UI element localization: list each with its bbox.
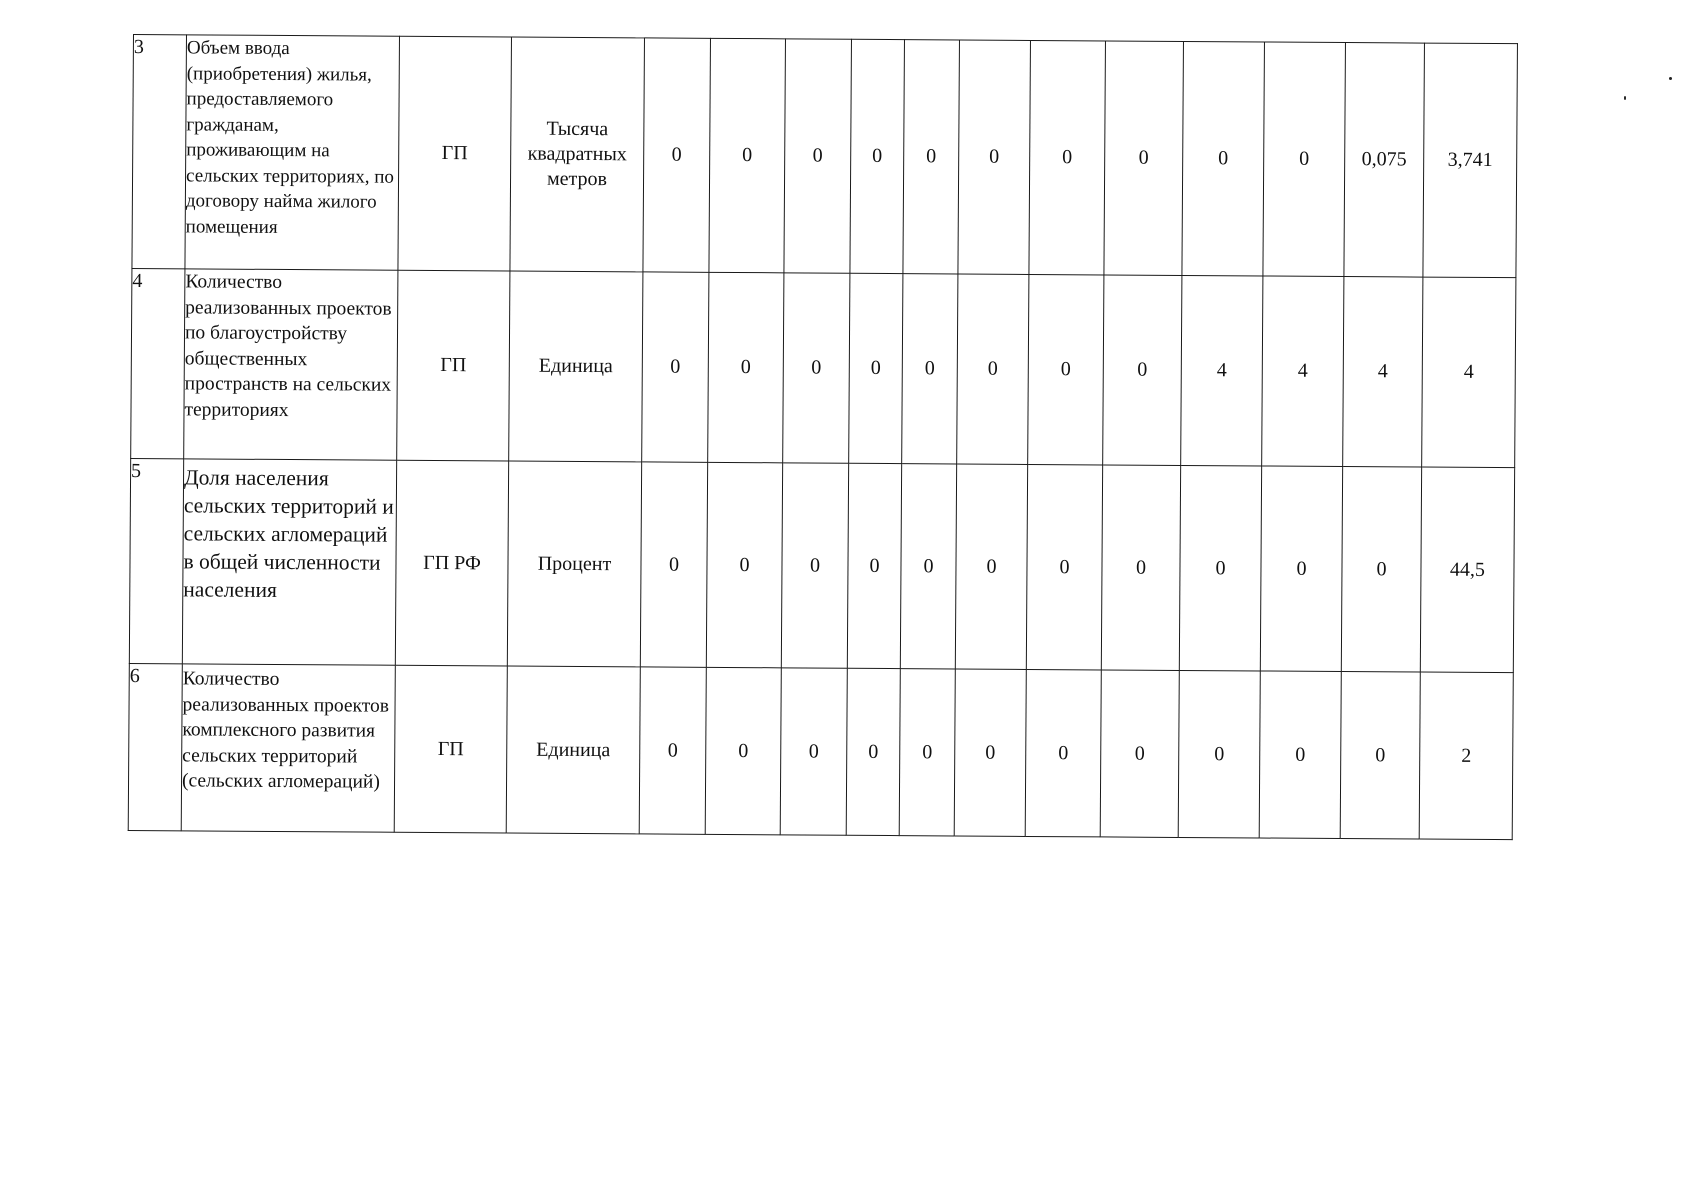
value-cell: 0 <box>640 462 707 667</box>
value-cell: 0 <box>902 274 958 464</box>
indicator-name: Количество реализованных проектов комплексного развития сельских территорий (сельских агломераций) <box>181 664 395 832</box>
value-cell: 0 <box>954 669 1026 836</box>
row-number: 3 <box>132 35 187 269</box>
value-cell: 0 <box>1179 465 1261 671</box>
indicator-name: Объем ввода (приобретения) жилья, предоставляемого гражданам, проживающим на сельских территориях, по договору найма жилого помещения <box>185 35 400 270</box>
value-cell: 0 <box>708 272 784 462</box>
value-cell: 0 <box>1028 274 1104 464</box>
indicator-source: ГП <box>394 665 507 833</box>
value-cell: 4 <box>1181 275 1263 466</box>
indicator-name: Количество реализованных проектов по благоустройству общественных пространств на сельских территориях <box>184 269 398 460</box>
value-cell: 0 <box>958 40 1031 274</box>
unit-of-measure: Тысяча квадратных метров <box>510 37 645 272</box>
value-cell: 0 <box>846 668 900 835</box>
value-cell: 0 <box>1259 671 1341 839</box>
value-cell: 0 <box>903 40 960 274</box>
value-cell: 0 <box>1026 464 1102 669</box>
value-cell: 0 <box>784 39 852 273</box>
value-cell: 0 <box>1029 40 1106 274</box>
value-cell: 0 <box>783 273 850 463</box>
value-cell: 0 <box>1104 41 1184 276</box>
value-cell: 4 <box>1262 276 1344 467</box>
indicator-source: ГП <box>397 270 510 461</box>
value-cell: 0 <box>1101 465 1180 671</box>
value-cell: 44,5 <box>1420 467 1514 673</box>
row-number: 5 <box>129 458 183 663</box>
scan-speck <box>1669 77 1672 80</box>
value-cell: 0 <box>1100 670 1179 838</box>
unit-of-measure: Единица <box>506 666 640 834</box>
value-cell: 0 <box>957 274 1029 464</box>
table-row <box>128 663 1513 839</box>
value-cell: 0,075 <box>1344 43 1425 278</box>
value-cell: 3,741 <box>1423 43 1518 278</box>
value-cell: 0 <box>1340 672 1420 840</box>
value-cell: 0 <box>1182 41 1265 276</box>
value-cell: 0 <box>900 464 956 669</box>
value-cell: 0 <box>955 464 1027 669</box>
value-cell: 0 <box>642 272 709 462</box>
indicator-source: ГП РФ <box>395 460 508 666</box>
value-cell: 0 <box>709 38 786 272</box>
value-cell: 2 <box>1419 672 1513 840</box>
value-cell: 0 <box>1341 467 1421 673</box>
value-cell: 0 <box>643 38 711 272</box>
table-row <box>129 458 1514 672</box>
value-cell: 0 <box>639 667 706 834</box>
scan-speck <box>1624 96 1626 100</box>
value-cell: 0 <box>1025 669 1101 836</box>
value-cell: 0 <box>1263 42 1346 277</box>
value-cell: 4 <box>1422 277 1516 468</box>
value-cell: 0 <box>849 273 903 463</box>
row-number: 6 <box>128 663 182 830</box>
indicators-table <box>128 34 1518 840</box>
value-cell: 0 <box>780 668 847 835</box>
value-cell: 0 <box>850 39 905 273</box>
value-cell: 0 <box>705 667 781 834</box>
value-cell: 0 <box>1260 466 1342 672</box>
value-cell: 4 <box>1343 277 1423 468</box>
value-cell: 0 <box>706 462 782 667</box>
indicator-name: Доля населения сельских территорий и сельских агломераций в общей численности населения <box>182 459 396 665</box>
unit-of-measure: Процент <box>507 461 641 667</box>
value-cell: 0 <box>847 463 901 668</box>
value-cell: 0 <box>1178 670 1260 838</box>
table-row <box>132 35 1518 278</box>
value-cell: 0 <box>1103 275 1182 466</box>
row-number: 4 <box>131 268 185 458</box>
value-cell: 0 <box>899 669 955 836</box>
value-cell: 0 <box>781 463 848 668</box>
table-row <box>131 268 1516 467</box>
indicator-source: ГП <box>398 36 512 271</box>
unit-of-measure: Единица <box>509 271 643 462</box>
